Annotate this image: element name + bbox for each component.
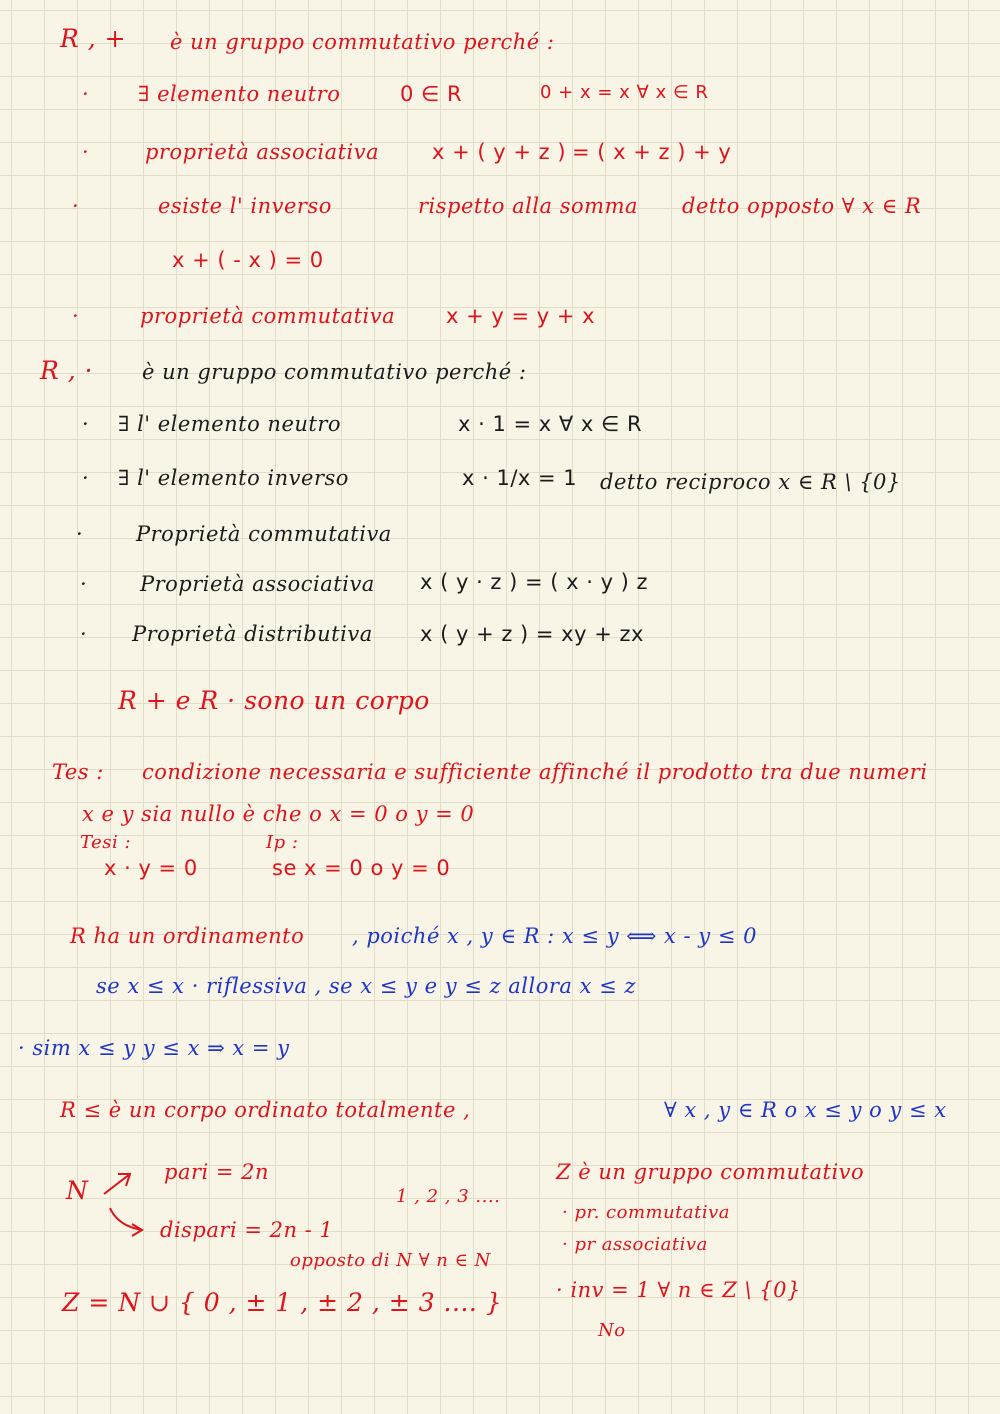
even-numbers: pari = 2n [164,1160,270,1184]
product-associative-text: Proprietà associativa [140,572,375,596]
product-neutral-text: ∃ l' elemento neutro [118,412,342,436]
zero-in-r: 0 ∈ R [400,82,463,106]
heading-group-product: è un gruppo commutativo perché : [142,360,527,384]
inverse-sum-text: rispetto alla somma [418,194,639,218]
naturals-symbol: N [66,1176,89,1205]
reciprocal-text: detto reciproco x ∈ R \ {0} [600,470,901,494]
reciprocal-formula: x · 1/x = 1 [462,466,578,490]
z-inverse: · inv = 1 ∀ n ∈ Z \ {0} [556,1278,801,1302]
product-inverse-text: ∃ l' elemento inverso [118,466,349,490]
bullet: · [80,572,88,596]
z-inverse-no: No [598,1320,626,1341]
z-associative: · pr associativa [562,1234,708,1255]
theorem-text-2: x e y sia nullo è che o x = 0 o y = 0 [82,802,475,826]
bullet: · [72,194,80,218]
hypothesis-formula: se x = 0 o y = 0 [272,856,451,880]
thesis-formula: x · y = 0 [104,856,198,880]
bullet: · [76,522,84,546]
r-plus-label: R , + [60,24,127,53]
neutral-formula: 0 + x = x ∀ x ∈ R [540,82,709,103]
theorem-text: condizione necessaria e sufficiente affinché il prodotto tra due numeri [142,760,928,784]
total-order-formula: ∀ x , y ∈ R o x ≤ y o y ≤ x [664,1098,947,1122]
ordering-definition: , poiché x , y ∈ R : x ≤ y ⟺ x - y ≤ 0 [352,924,757,948]
product-neutral-formula: x · 1 = x ∀ x ∈ R [458,412,643,436]
associative-text: proprietà associativa [145,140,380,164]
bullet: · [82,466,90,490]
associative-rhs: = ( x + z ) + y [572,140,732,164]
commutative-text: proprietà commutativa [140,304,396,328]
distributive-text: Proprietà distributiva [132,622,373,646]
product-associative-formula: x ( y · z ) = ( x · y ) z [420,570,649,594]
commutative-formula: x + y = y + x [446,304,596,328]
antisymmetric-line: · sim x ≤ y y ≤ x ⇒ x = y [18,1036,290,1060]
bullet: · [82,412,90,436]
opposite-text: detto opposto ∀ x ∈ R [682,194,922,218]
bullet: · [82,140,90,164]
thesis-label: Tesi : [80,832,132,853]
bullet: · [82,82,90,106]
bullet: · [72,304,80,328]
associative-lhs: x + ( y + z ) [432,140,567,164]
heading-group-sum: è un gruppo commutativo perché : [170,30,555,54]
z-group-text: Z è un gruppo commutativo [556,1160,865,1184]
opposite-formula: x + ( - x ) = 0 [172,248,324,272]
field-statement: R + e R · sono un corpo [118,686,430,715]
bullet: · [80,622,88,646]
neutral-element-text: ∃ elemento neutro [138,82,341,106]
product-commutative-text: Proprietà commutativa [136,522,392,546]
opposite-of-n: opposto di N ∀ n ∈ N [290,1250,491,1271]
z-commutative: · pr. commutativa [562,1202,731,1223]
total-order-text: R ≤ è un corpo ordinato totalmente , [60,1098,471,1122]
naturals-sequence: 1 , 2 , 3 .... [396,1186,501,1207]
hypothesis-label: Ip : [266,832,299,853]
odd-numbers: dispari = 2n - 1 [160,1218,334,1242]
distributive-formula: x ( y + z ) = xy + zx [420,622,644,646]
integers-definition: Z = N ∪ { 0 , ± 1 , ± 2 , ± 3 .... } [62,1288,503,1317]
inverse-text: esiste l' inverso [158,194,332,218]
r-times-label: R , · [40,356,94,385]
ordering-text: R ha un ordinamento [70,924,305,948]
ordering-properties: se x ≤ x · riflessiva , se x ≤ y e y ≤ z allora x ≤ z [96,974,636,998]
theorem-label: Tes : [52,760,104,784]
